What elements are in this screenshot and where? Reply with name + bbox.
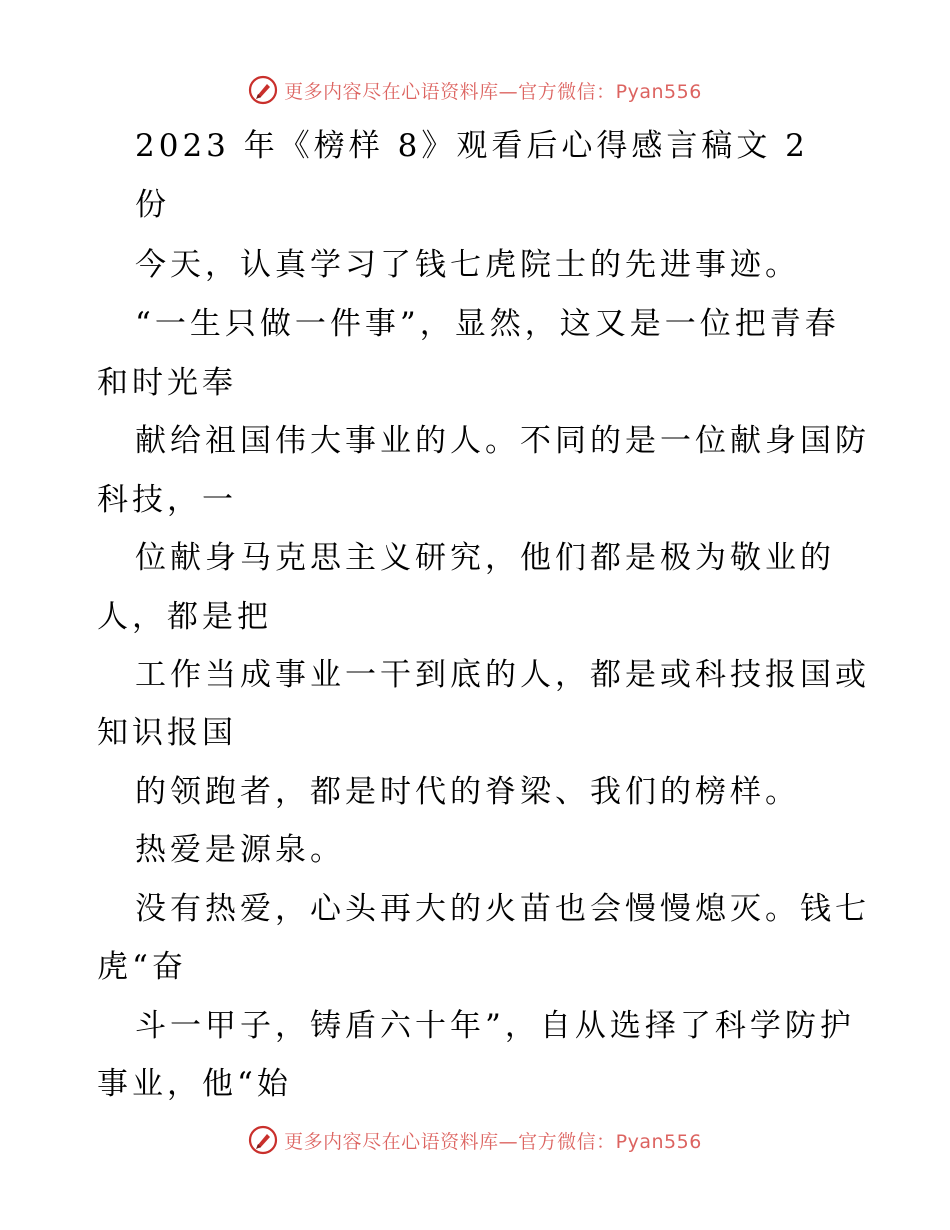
paragraph-line: 虎“奋: [97, 949, 187, 985]
paragraph-line: 的领跑者，都是时代的脊梁、我们的榜样。: [135, 774, 800, 810]
paragraph-line: 科技，一: [97, 482, 237, 518]
document-title-line-2: 份: [135, 187, 170, 223]
paragraph-line: 斗一甲子，铸盾六十年”，自从选择了科学防护: [135, 1008, 855, 1044]
paragraph-line: 热爱是源泉。: [135, 832, 345, 868]
paragraph-line: 没有热爱，心头再大的火苗也会慢慢熄灭。钱七: [135, 891, 870, 927]
paragraph-line: 献给祖国伟大事业的人。不同的是一位献身国防: [135, 423, 870, 459]
paragraph-line: 知识报国: [97, 715, 237, 751]
paragraph-line: 事业，他“始: [97, 1066, 292, 1102]
paragraph-line: 工作当成事业一干到底的人，都是或科技报国或: [135, 657, 870, 693]
paragraph-line: “一生只做一件事”，显然，这又是一位把青春: [135, 306, 840, 342]
header-watermark-text: 更多内容尽在心语资料库—官方微信：Pyan556: [284, 80, 702, 103]
paragraph-line: 和时光奉: [97, 365, 237, 401]
paragraph-line: 今天，认真学习了钱七虎院士的先进事迹。: [135, 247, 800, 283]
paragraph-line: 人，都是把: [97, 599, 272, 635]
paragraph-line: 位献身马克思主义研究，他们都是极为敬业的: [135, 540, 835, 576]
footer-watermark-text: 更多内容尽在心语资料库—官方微信：Pyan556: [284, 1130, 702, 1153]
footer-watermark: [0, 1120, 950, 1160]
pen-logo-icon: [248, 1125, 278, 1155]
document-title-line-1: 2023 年《榜样 8》观看后心得感言稿文 2: [135, 128, 809, 164]
